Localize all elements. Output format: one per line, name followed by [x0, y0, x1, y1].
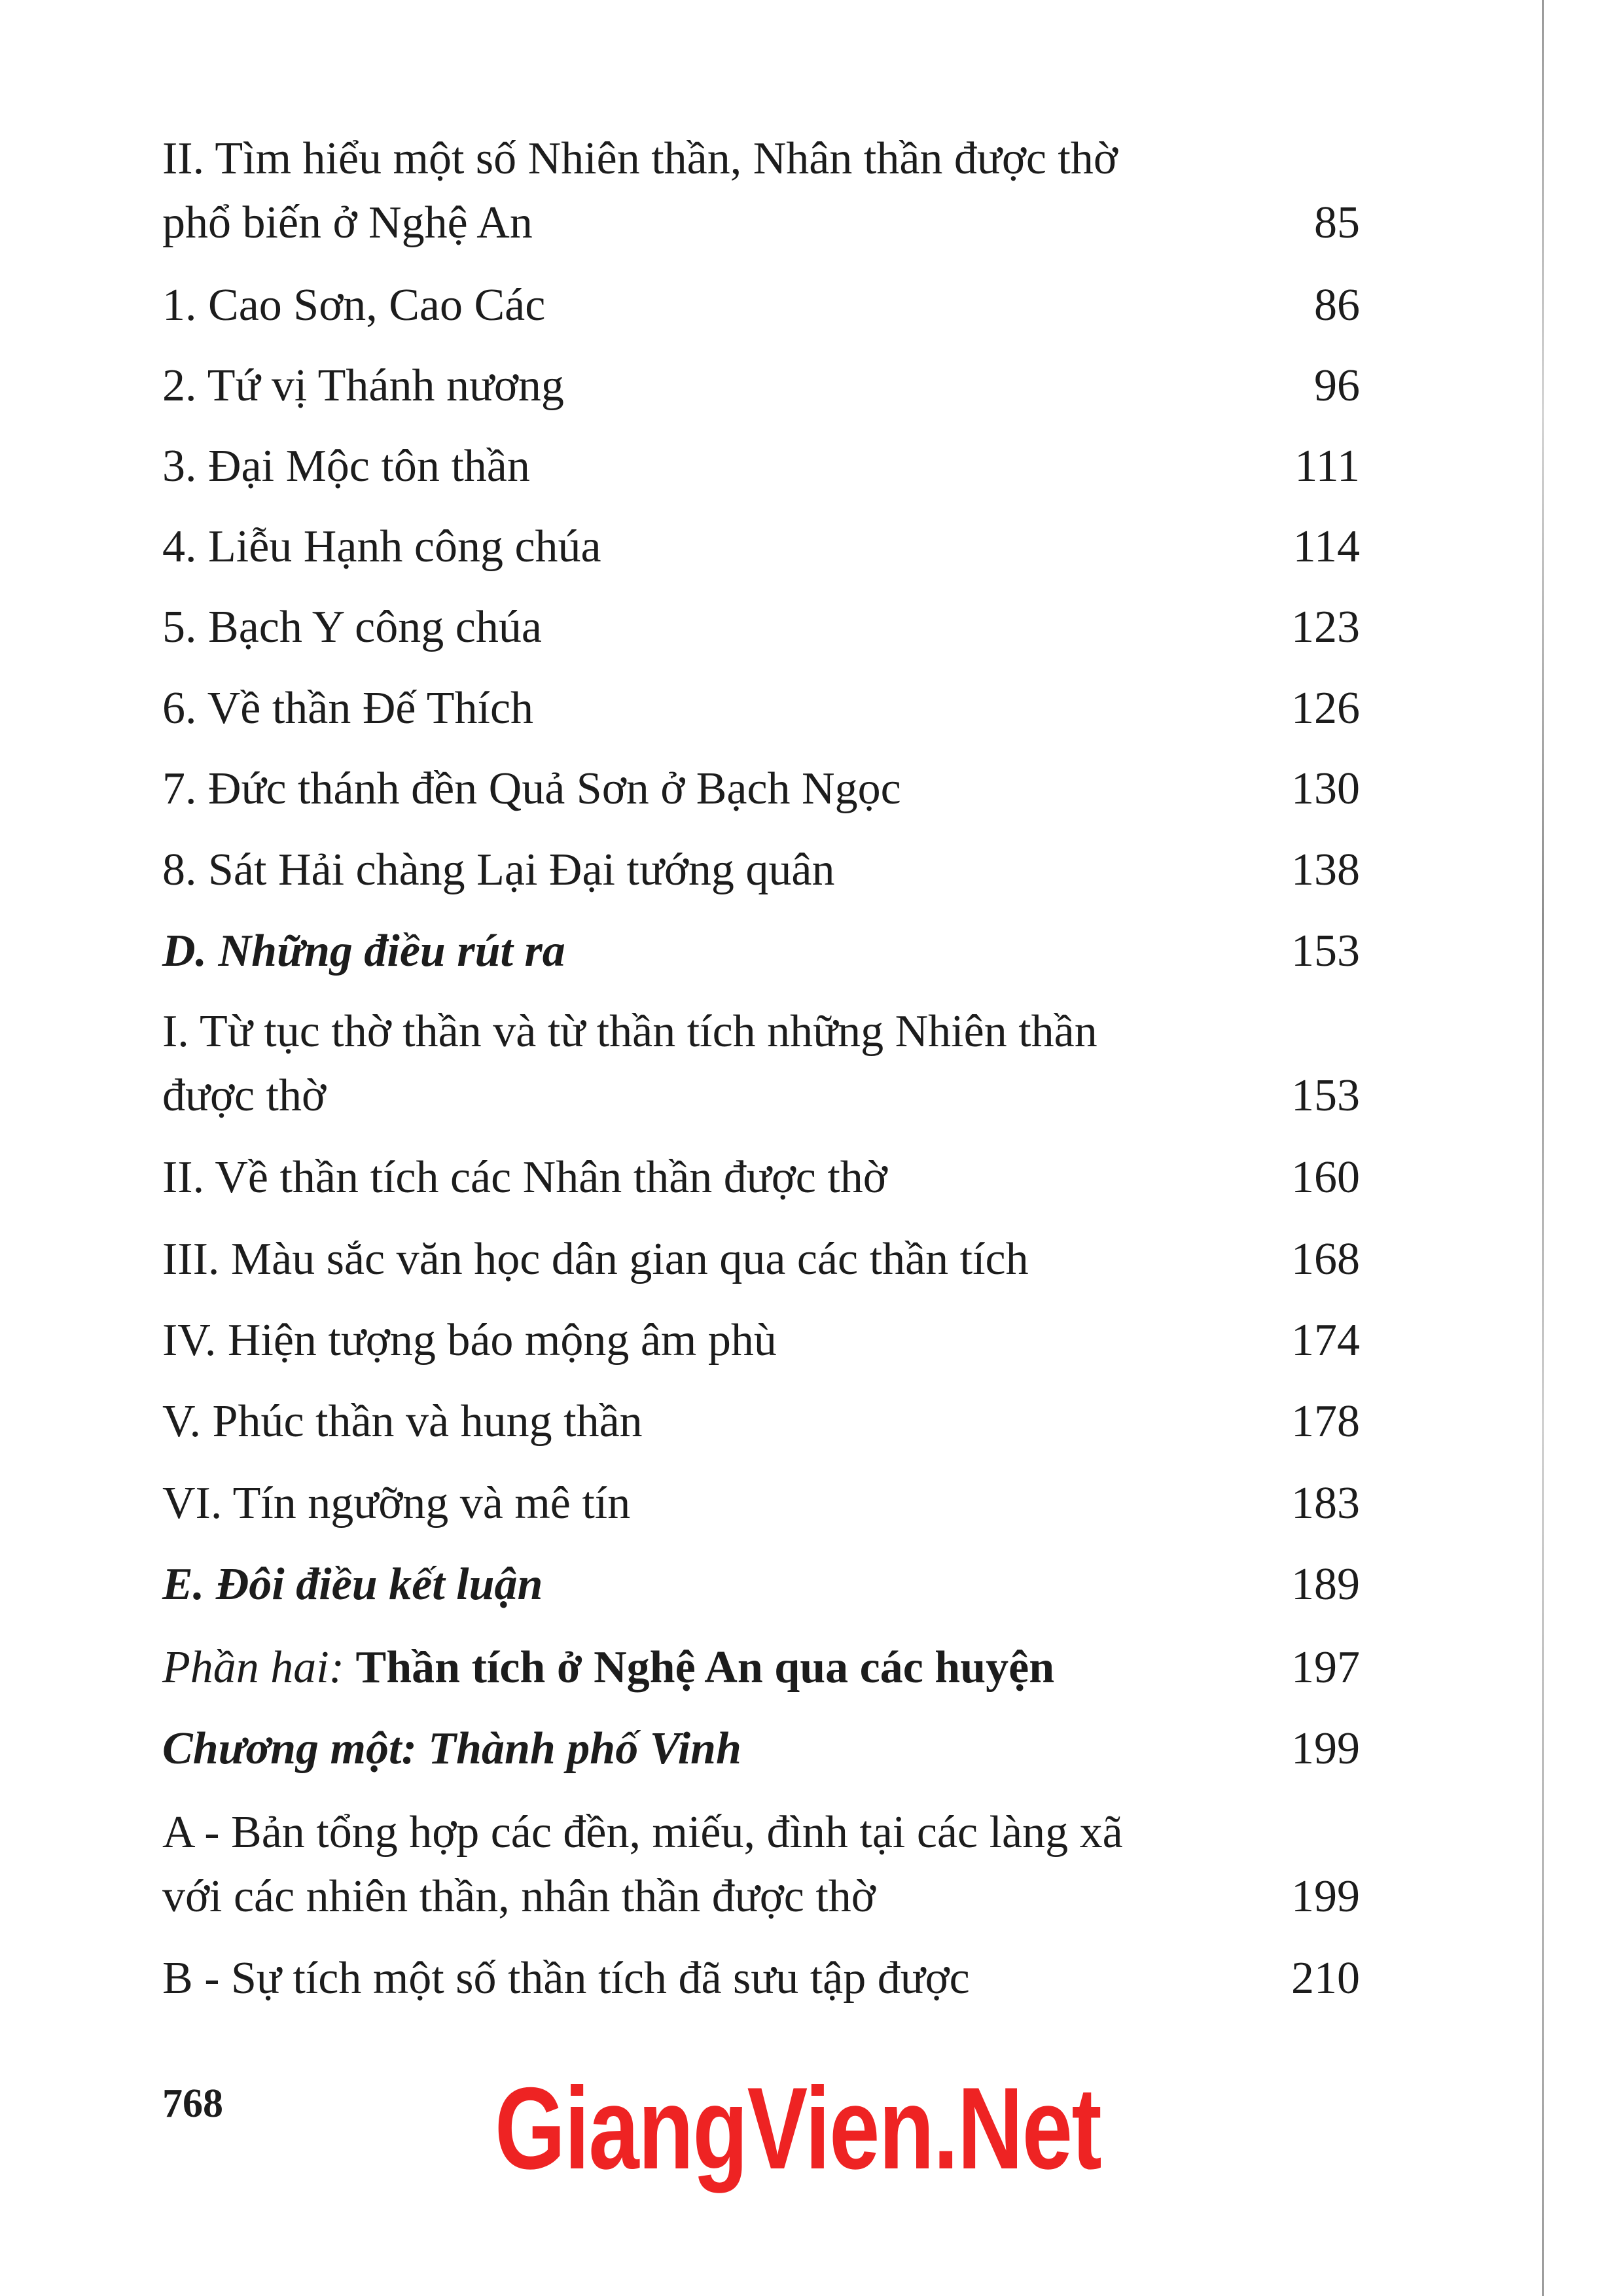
- toc-entry[interactable]: [162, 1000, 1360, 1128]
- toc-entry-page: 199: [1291, 1723, 1360, 1774]
- toc-entry-title-continued: được thờ: [162, 1070, 326, 1121]
- toc-entry-title: I. Từ tục thờ thần và từ thần tích những Nhiên thần: [162, 1006, 1097, 1057]
- toc-entry-section-e[interactable]: [162, 1553, 1360, 1617]
- toc-entry-title: 8. Sát Hải chàng Lại Đại tướng quân: [162, 845, 835, 895]
- toc-entry-title: IV. Hiện tượng báo mộng âm phù: [162, 1315, 777, 1366]
- page-number: 768: [162, 2081, 223, 2126]
- toc-entry-page: 111: [1294, 441, 1360, 491]
- toc-entry[interactable]: [162, 595, 1360, 660]
- toc-entry[interactable]: [162, 1801, 1360, 1929]
- toc-entry[interactable]: [162, 1309, 1360, 1373]
- toc-entry-chapter-one[interactable]: [162, 1717, 1360, 1781]
- toc-entry-page: 199: [1291, 1871, 1360, 1922]
- toc-entry[interactable]: [162, 757, 1360, 821]
- toc-entry[interactable]: [162, 1472, 1360, 1536]
- toc-entry-title: III. Màu sắc văn học dân gian qua các thần tích: [162, 1234, 1029, 1284]
- toc-entry[interactable]: [162, 677, 1360, 741]
- toc-entry-page: 114: [1293, 521, 1360, 572]
- toc-entry[interactable]: [162, 127, 1360, 255]
- toc-part-label: Phần hai:: [162, 1642, 345, 1693]
- toc-entry-page: 174: [1291, 1315, 1360, 1366]
- toc-entry-page: 210: [1291, 1953, 1360, 2004]
- toc-entry-title: 3. Đại Mộc tôn thần: [162, 441, 530, 491]
- toc-section-heading: E. Đôi điều kết luận: [162, 1559, 543, 1610]
- toc-entry-title: 2. Tứ vị Thánh nương: [162, 361, 564, 411]
- toc-entry-part-two[interactable]: [162, 1636, 1360, 1700]
- toc-entry[interactable]: [162, 1947, 1360, 2011]
- toc-entry-title-continued: với các nhiên thần, nhân thần được thờ: [162, 1871, 876, 1922]
- toc-entry[interactable]: [162, 1390, 1360, 1454]
- toc-entry[interactable]: [162, 354, 1360, 418]
- toc-entry-page: 153: [1291, 1070, 1360, 1121]
- toc-entry[interactable]: [162, 515, 1360, 579]
- toc-entry-section-d[interactable]: [162, 919, 1360, 983]
- toc-entry-title: B - Sự tích một số thần tích đã sưu tập được: [162, 1953, 970, 2004]
- toc-section-heading: D. Những điều rút ra: [162, 926, 565, 976]
- toc-entry[interactable]: [162, 838, 1360, 902]
- toc-entry-title: VI. Tín ngưỡng và mê tín: [162, 1478, 631, 1528]
- toc-entry-page: 197: [1291, 1642, 1360, 1693]
- toc-entry-page: 178: [1291, 1396, 1360, 1447]
- toc-entry-title: II. Về thần tích các Nhân thần được thờ: [162, 1152, 887, 1203]
- toc-entry-page: 183: [1291, 1478, 1360, 1528]
- toc-entry-page: 168: [1291, 1234, 1360, 1284]
- toc-entry-page: 130: [1291, 764, 1360, 814]
- toc-entry-title: 5. Bạch Y công chúa: [162, 602, 542, 652]
- toc-entry-title-continued: phổ biến ở Nghệ An: [162, 198, 533, 248]
- toc-entry-page: 189: [1291, 1559, 1360, 1610]
- toc-entry[interactable]: [162, 274, 1360, 338]
- toc-entry[interactable]: [162, 1146, 1360, 1210]
- toc-entry-title: 1. Cao Sơn, Cao Các: [162, 280, 546, 330]
- watermark-logo: GiangVien.Net: [495, 2063, 1101, 2193]
- toc-entry-title: V. Phúc thần và hung thần: [162, 1396, 643, 1447]
- toc-entry[interactable]: [162, 434, 1360, 499]
- toc-entry-title: II. Tìm hiểu một số Nhiên thần, Nhân thần được thờ: [162, 133, 1118, 184]
- toc-entry[interactable]: [162, 1227, 1360, 1292]
- toc-entry-page: 153: [1291, 926, 1360, 976]
- toc-entry-page: 160: [1291, 1152, 1360, 1203]
- toc-entry-title: 6. Về thần Đế Thích: [162, 683, 534, 733]
- toc-entry-page: 85: [1314, 198, 1360, 248]
- toc-chapter-heading: Chương một: Thành phố Vinh: [162, 1723, 741, 1774]
- toc-entry-title: 7. Đức thánh đền Quả Sơn ở Bạch Ngọc: [162, 764, 901, 814]
- toc-part-title: Thần tích ở Nghệ An qua các huyện: [355, 1642, 1055, 1693]
- toc-entry-title: A - Bản tổng hợp các đền, miếu, đình tại các làng xã: [162, 1807, 1123, 1858]
- toc-entry-page: 138: [1291, 845, 1360, 895]
- toc-entry-page: 96: [1314, 361, 1360, 411]
- toc-entry-page: 86: [1314, 280, 1360, 330]
- toc-entry-title: 4. Liễu Hạnh công chúa: [162, 521, 601, 572]
- toc-entry-page: 126: [1291, 683, 1360, 733]
- toc-entry-page: 123: [1291, 602, 1360, 652]
